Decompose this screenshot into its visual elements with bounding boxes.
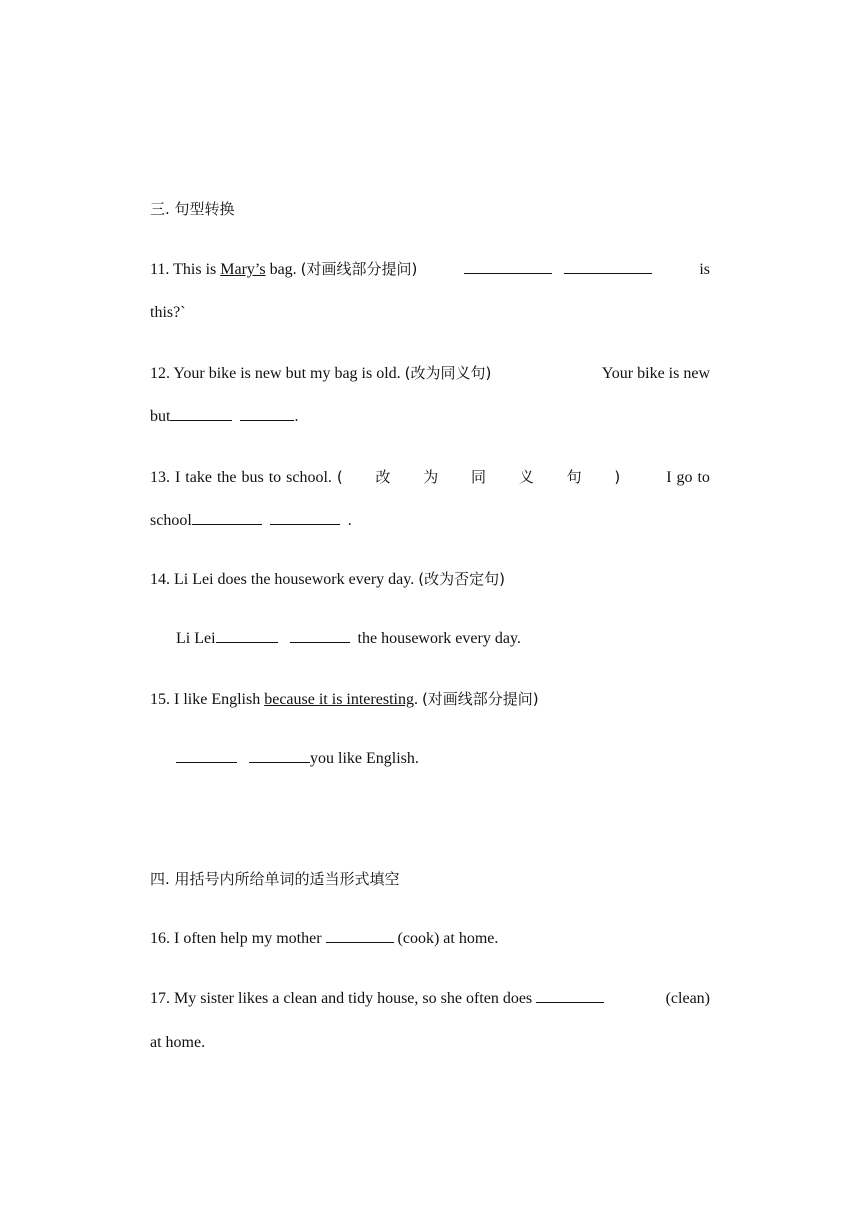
section-heading-3	[150, 198, 710, 221]
q11-instruction: (对画线部分提问)	[300, 260, 418, 278]
q11-stem	[150, 258, 417, 281]
question-13-line-2	[150, 510, 710, 532]
q15-mid: .	[413, 691, 422, 708]
q13-line2-end: .	[347, 512, 352, 529]
q13-blank-2[interactable]	[270, 510, 340, 525]
q13-word: take	[185, 469, 212, 486]
q11-blank-2[interactable]	[564, 259, 652, 274]
q12-blank-1[interactable]	[170, 406, 232, 421]
q15-blank-1[interactable]	[176, 748, 237, 763]
q12-stem	[150, 362, 491, 385]
q13-word: the	[216, 469, 237, 486]
question-12-line-1	[150, 362, 710, 385]
q11-line2: this?`	[150, 304, 186, 321]
q13-word: school.	[286, 469, 332, 486]
q17-blank[interactable]	[536, 988, 604, 1003]
q16-prefix: 16. I often help my mother	[150, 930, 326, 947]
question-15-line-1	[150, 688, 710, 711]
question-17-line-2	[150, 1032, 710, 1054]
q16-blank[interactable]	[326, 928, 394, 943]
q11-mid: bag.	[265, 261, 301, 278]
q13-line2-prefix: school	[150, 512, 192, 529]
q14-blank-2[interactable]	[290, 628, 350, 643]
q11-underlined-text: Mary’s	[220, 261, 266, 278]
section-heading-4	[150, 868, 710, 891]
q13-word: go	[676, 469, 693, 486]
q15-answer-suffix: you like English.	[310, 750, 419, 767]
q17-stem	[150, 988, 604, 1010]
q15-blank-2[interactable]	[249, 748, 310, 763]
q16-suffix: (cook) at home.	[393, 930, 499, 947]
q13-word: 13.	[150, 469, 170, 486]
question-14-answer-line	[176, 628, 710, 650]
q11-blank-1[interactable]	[464, 259, 552, 274]
question-12-line-2	[150, 406, 710, 428]
q12-rewrite: Your bike is new	[601, 365, 710, 382]
q13-word: to	[268, 469, 282, 486]
q14-blank-1[interactable]	[216, 628, 278, 643]
q13-blank-1[interactable]	[192, 510, 262, 525]
q15-underlined-text: because it is interesting	[264, 691, 414, 708]
q13-word: I	[174, 469, 181, 486]
q12-line2-prefix: but	[150, 408, 171, 425]
section-3-title: 三. 句型转换	[150, 200, 235, 218]
q12-line2-end: .	[294, 408, 299, 425]
q14-instruction: (改为否定句)	[418, 570, 505, 588]
q14-text: 14. Li Lei does the housework every day.	[150, 571, 419, 588]
q12-blank-2[interactable]	[240, 406, 294, 421]
q15-instruction: (对画线部分提问)	[421, 690, 539, 708]
q13-word: to	[697, 469, 710, 486]
q11-answer-area	[464, 259, 652, 281]
q15-prefix: 15. I like English	[150, 691, 265, 708]
question-11-line-2	[150, 302, 710, 324]
q17-prefix: 17. My sister likes a clean and tidy house, so she often does	[150, 990, 537, 1007]
question-11-line-1	[150, 258, 710, 281]
section-4-title: 四. 用括号内所给单词的适当形式填空	[150, 870, 400, 888]
q14-answer-suffix: the housework every day.	[357, 630, 521, 647]
q11-prefix: 11. This is	[150, 261, 221, 278]
q11-tail-word: is	[699, 261, 710, 278]
q13-instruction: ( 改 为 同 义 句 )	[336, 468, 635, 486]
q12-instruction: (改为同义句)	[404, 364, 492, 382]
q17-suffix: (clean)	[665, 990, 710, 1007]
question-14-line-1	[150, 568, 710, 591]
q14-answer-prefix: Li Lei	[176, 630, 216, 647]
question-16-line	[150, 928, 710, 950]
q13-word: bus	[241, 469, 264, 486]
question-15-answer-line	[176, 748, 710, 770]
q17-line2: at home.	[150, 1034, 206, 1051]
q13-word: I	[666, 469, 672, 486]
question-13-line-1	[150, 466, 710, 489]
question-17-line-1	[150, 988, 710, 1010]
q12-prefix: 12. Your bike is new but my bag is old.	[150, 365, 405, 382]
